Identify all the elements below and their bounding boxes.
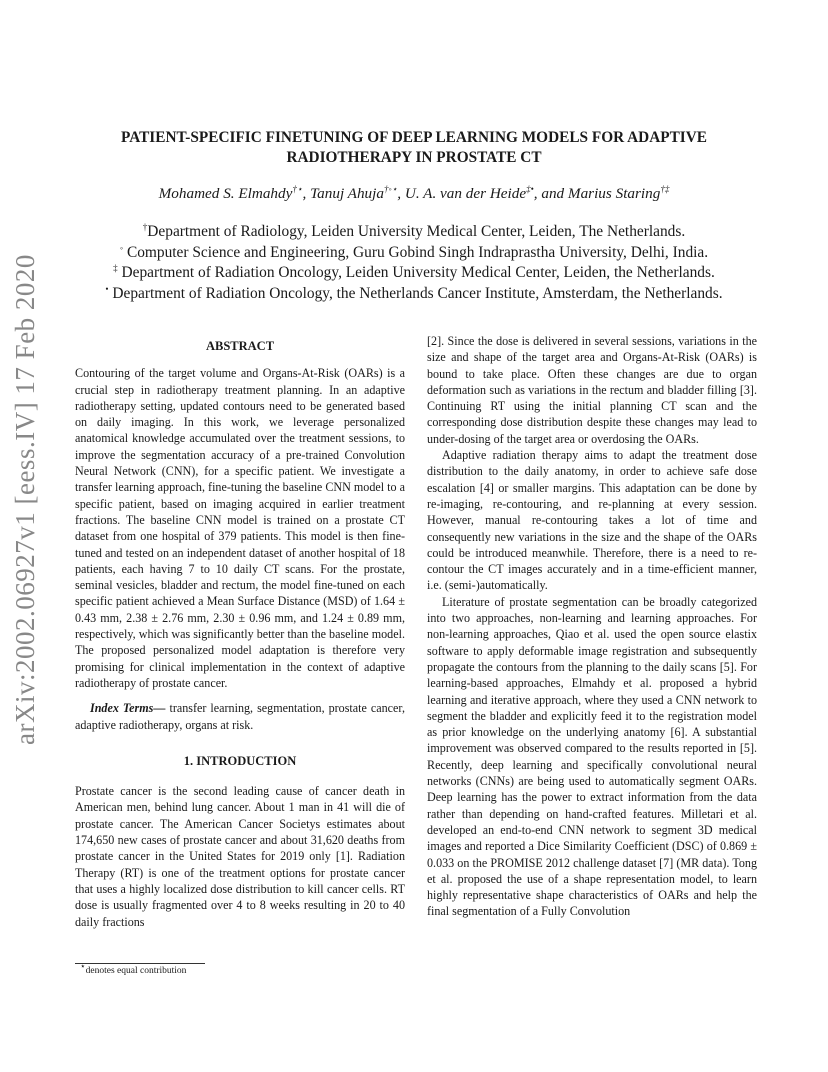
introduction-paragraph-1: Prostate cancer is the second leading cause of cancer death in American men, behind lung cancer. About 1 man in 41 will die of prostate cancer. The American Cancer Societys estimates about 174,650 new cases of prostate cancer and about 31,620 deaths from prostate cancer in the United States for 2019 only [1]. Radiation Therapy (RT) is one of the treatment options for prostate cancer that uses a highly localized dose distribution to kill cancer cells. RT dose is usually fragmented over 4 to 8 weeks resulting in 20 to 40 daily fractions bbox=[75, 784, 405, 929]
right-paragraph-3: Literature of prostate segmentation can be broadly categorized into two approaches, non-learning and learning approaches. For non-learning approaches, Qiao et al. used the open source elastix software to apply deformable image registration and subsequently propagate the contours from the planning to the daily scans [5]. For learning-based approaches, Elmahdy et al. proposed a hybrid learning and iterative approach, where they used a CNN network to segment the bladder and explicitly feed it to the registration model as prior knowledge on the underlying anatomy [6]. A substantial improvement was observed compared to the results reported in [5]. Recently, deep learning and specifically convolutional neural networks (CNNs) are being used to automatically segment OARs. Deep learning has the power to extract information from the data rather than depending on hand-crafted features. Milletari et al. developed an end-to-end CNN network to segment 3D medical images and reported a Dice Similarity Coefficient (DSC) of 0.869 ± 0.033 on the PROMISE 2012 challenge dataset [7] (MR data). Tong et al. proposed the use of a shape representation model, to learn highly representative shape characteristics of OARs and help the final segmentation of a Fully Convolution bbox=[427, 594, 757, 919]
abstract-text: Contouring of the target volume and Organs-At-Risk (OARs) is a crucial step in radiotherapy treatment planning. In an adaptive radiotherapy setting, updated contours need to be generated based on daily imaging. In this work, we leverage personalized anatomical knowledge accumulated over the treatment sessions, to improve the segmentation accuracy of a pre-trained Convolution Neural Network (CNN), for a specific patient. We investigate a transfer learning approach, fine-tuning the baseline CNN model to a specific patient, based on imaging acquired in earlier treatment fractions. The baseline CNN model is trained on a prostate CT dataset from one hospital of 379 patients. This model is then fine-tuned and tested on an independent dataset of another hospital of 18 patients, each having 7 to 10 daily CT scans. For the prostate, seminal vesicles, bladder and rectum, the model fine-tuned on each specific patient achieved a Mean Surface Distance (MSD) of 1.64 ± 0.43 mm, 2.38 ± 2.76 mm, 2.30 ± 0.96 mm, and 1.24 ± 0.89 mm, respectively, which was significantly better than the baseline model. The proposed personalized model adaptation is therefore very promising for clinical implementation in the context of adaptive radiotherapy of prostate cancer. bbox=[75, 366, 405, 690]
index-terms-label: Index Terms— bbox=[90, 701, 166, 716]
affiliation-4-text: Department of Radiation Oncology, the Netherlands Cancer Institute, Amsterdam, the Netherlands. bbox=[112, 284, 723, 302]
affiliation-1-mark: † bbox=[142, 221, 148, 232]
right-paragraph-2: Adaptive radiation therapy aims to adapt the treatment dose distribution to the daily anatomy, in order to achieve safe dose escalation [4] or smaller margins. This adaptation can be done by re-imaging, re-contouring, and re-planning at every session. However, manual re-contouring takes a lot of time and consequently new variations in the size and the shape of the OARs could be introduced meanwhile. Therefore, there is a need to re-contour the CT images accurately and in a time-efficient manner, i.e. (semi-)automatically. bbox=[427, 448, 757, 593]
affiliation-2-mark: ◦ bbox=[119, 242, 124, 253]
introduction-heading: 1. INTRODUCTION bbox=[183, 753, 297, 768]
author-2-mark: †◦⋆ bbox=[383, 183, 398, 194]
right-column bbox=[427, 333, 757, 920]
affiliation-4 bbox=[60, 284, 768, 305]
author-4: and Marius Staring bbox=[541, 185, 661, 202]
author-list: Mohamed S. Elmahdy†⋆, Tanuj Ahuja†◦⋆, U. A. van der Heide‡•, and Marius Staring†‡ bbox=[158, 183, 670, 202]
affiliation-3 bbox=[60, 263, 768, 284]
author-1: Mohamed S. Elmahdy bbox=[158, 185, 293, 202]
index-terms-text: transfer learning, segmentation, prostate cancer, adaptive radiotherapy, organs at risk. bbox=[75, 701, 405, 732]
author-4-mark: †‡ bbox=[660, 183, 670, 194]
affiliation-4-mark: • bbox=[105, 283, 109, 294]
author-3: U. A. van der Heide bbox=[404, 185, 527, 202]
arxiv-identifier-stamp: arXiv:2002.06927v1 [eess.IV] 17 Feb 2020 bbox=[10, 254, 40, 745]
affiliation-2 bbox=[60, 243, 768, 264]
footnote-mark: ⋆ bbox=[80, 961, 86, 971]
affiliation-list bbox=[60, 222, 768, 304]
affiliation-1 bbox=[60, 222, 768, 243]
title-line-2: RADIOTHERAPY IN PROSTATE CT bbox=[286, 149, 542, 166]
affiliation-2-text: Computer Science and Engineering, Guru Gobind Singh Indraprastha University, Delhi, India. bbox=[126, 243, 709, 261]
title-line-1: PATIENT-SPECIFIC FINETUNING OF DEEP LEARNING MODELS FOR ADAPTIVE bbox=[120, 129, 708, 146]
index-terms bbox=[75, 700, 405, 733]
affiliation-3-mark: ‡ bbox=[113, 262, 118, 273]
abstract-heading: ABSTRACT bbox=[205, 339, 275, 353]
footnote bbox=[80, 961, 187, 977]
author-2: Tanuj Ahuja bbox=[310, 185, 384, 202]
paper-title bbox=[60, 128, 768, 168]
author-3-mark: ‡• bbox=[526, 183, 534, 194]
right-paragraph-1: [2]. Since the dose is delivered in several sessions, variations in the size and shape of the target area and Organs-At-Risk (OARs) is bound to take place. Often these changes are due to organ deformation such as variations in the rectum and bladder filling [3]. Continuing RT using the initial planning CT scan and the corresponding dose distribution despite these changes may lead to under-dosing of the target area or overdosing the OARs. bbox=[427, 334, 757, 446]
footnote-rule bbox=[75, 963, 205, 964]
affiliation-1-text: Department of Radiology, Leiden University Medical Center, Leiden, The Netherlands. bbox=[147, 223, 686, 240]
author-1-mark: †⋆ bbox=[292, 183, 303, 194]
left-column bbox=[75, 336, 405, 930]
footnote-text: denotes equal contribution bbox=[85, 966, 187, 977]
affiliation-3-text: Department of Radiation Oncology, Leiden University Medical Center, Leiden, the Netherlands. bbox=[121, 264, 715, 281]
